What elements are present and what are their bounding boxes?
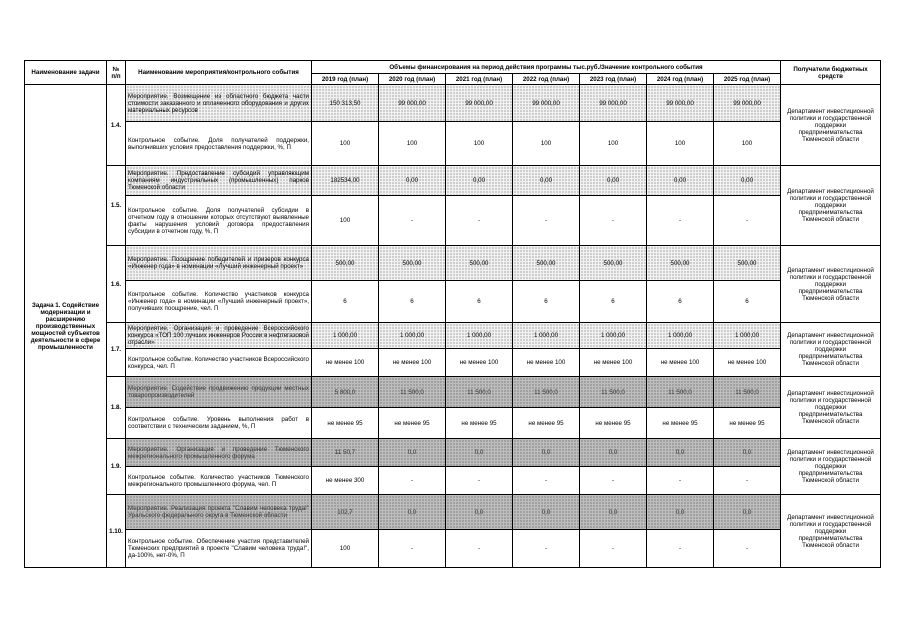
year-value-cell: 0,0 bbox=[714, 495, 781, 530]
year-value-cell: - bbox=[379, 196, 446, 246]
control-event-row bbox=[25, 408, 881, 439]
year-value-cell: 0,0 bbox=[446, 495, 513, 530]
year-value-cell: 500,00 bbox=[714, 246, 781, 281]
year-value-cell: 100 bbox=[312, 122, 379, 166]
year-value-cell: 100 bbox=[580, 122, 647, 166]
year-value-cell: 1 000,00 bbox=[513, 323, 580, 349]
year-value-cell: не менее 95 bbox=[446, 408, 513, 439]
year-value-cell: 0,0 bbox=[379, 495, 446, 530]
year-value-cell: 0,00 bbox=[379, 166, 446, 196]
year-value-cell: - bbox=[379, 467, 446, 495]
activity-description: Мероприятие. Возмещение из областного бюджета части стоимости заказанного и оплаченного оборудования и других материальных ресурсов bbox=[126, 85, 312, 122]
year-value-cell: не менее 100 bbox=[379, 349, 446, 377]
year-value-cell: 6 bbox=[580, 281, 647, 323]
activity-description: Мероприятие. Поощрение победителей и призеров конкурса «Инженер года» в номинации «Лучший инженерный проект» bbox=[126, 246, 312, 281]
control-event-row bbox=[25, 530, 881, 568]
header-year: 2025 год (план) bbox=[714, 74, 781, 85]
year-value-cell: не менее 95 bbox=[379, 408, 446, 439]
year-value-cell: не менее 100 bbox=[647, 349, 714, 377]
year-value-cell: - bbox=[379, 530, 446, 568]
control-event-description: Контрольное событие. Количество участников Всероссийского конкурса, чел. П bbox=[126, 349, 312, 377]
year-value-cell: 11 500,0 bbox=[446, 377, 513, 408]
recipient: Департамент инвестиционной политики и государственной поддержки предпринимательства Тюменской области bbox=[781, 439, 881, 495]
year-value-cell: - bbox=[446, 467, 513, 495]
year-value-cell: - bbox=[513, 530, 580, 568]
item-number: 1.9. bbox=[107, 439, 126, 495]
control-event-row bbox=[25, 281, 881, 323]
year-value-cell: 11 500,0 bbox=[379, 377, 446, 408]
year-value-cell: 0,0 bbox=[446, 439, 513, 467]
year-value-cell: 1 000,00 bbox=[446, 323, 513, 349]
year-value-cell: 100 bbox=[446, 122, 513, 166]
year-value-cell: не менее 100 bbox=[513, 349, 580, 377]
year-value-cell: - bbox=[446, 196, 513, 246]
year-value-cell: 11 50,7 bbox=[312, 439, 379, 467]
year-value-cell: 500,00 bbox=[513, 246, 580, 281]
year-value-cell: 11 500,0 bbox=[513, 377, 580, 408]
activity-row bbox=[25, 495, 881, 530]
year-value-cell: - bbox=[714, 196, 781, 246]
year-value-cell: 0,00 bbox=[580, 166, 647, 196]
year-value-cell: - bbox=[647, 196, 714, 246]
year-value-cell: 5 800,0 bbox=[312, 377, 379, 408]
activity-row bbox=[25, 439, 881, 467]
activity-row bbox=[25, 323, 881, 349]
item-number: 1.5. bbox=[107, 166, 126, 246]
year-value-cell: 11 500,0 bbox=[647, 377, 714, 408]
year-value-cell: 0,0 bbox=[647, 495, 714, 530]
financing-table bbox=[24, 60, 881, 568]
year-value-cell: 0,00 bbox=[513, 166, 580, 196]
year-value-cell: - bbox=[446, 530, 513, 568]
recipient: Департамент инвестиционной политики и государственной поддержки предпринимательства Тюменской области bbox=[781, 166, 881, 246]
year-value-cell: не менее 100 bbox=[580, 349, 647, 377]
header-task: Наименование задачи bbox=[25, 61, 107, 85]
control-event-description: Контрольное событие. Количество участников конкурса «Инженер года» в номинации «Лучший инженерный проект», получивших поощрение, чел. П bbox=[126, 281, 312, 323]
year-value-cell: - bbox=[580, 196, 647, 246]
control-event-row bbox=[25, 196, 881, 246]
year-value-cell: 500,00 bbox=[379, 246, 446, 281]
header-year: 2024 год (план) bbox=[647, 74, 714, 85]
year-value-cell: 1 000,00 bbox=[580, 323, 647, 349]
year-value-cell: 0,0 bbox=[714, 439, 781, 467]
year-value-cell: 99 000,00 bbox=[714, 85, 781, 122]
year-value-cell: 11 500,0 bbox=[580, 377, 647, 408]
year-value-cell: 1 000,00 bbox=[714, 323, 781, 349]
header-year: 2020 год (план) bbox=[379, 74, 446, 85]
year-value-cell: не менее 95 bbox=[647, 408, 714, 439]
year-value-cell: 99 000,00 bbox=[446, 85, 513, 122]
activity-row bbox=[25, 85, 881, 122]
activity-description: Мероприятие. Организация и проведение Тюменского межрегионального промышленного форума bbox=[126, 439, 312, 467]
year-value-cell: 0,0 bbox=[580, 495, 647, 530]
year-value-cell: 99 000,00 bbox=[647, 85, 714, 122]
recipient: Департамент инвестиционной политики и государственной поддержки предпринимательства Тюменской области bbox=[781, 323, 881, 377]
recipient: Департамент инвестиционной политики и государственной поддержки предпринимательства Тюменской области bbox=[781, 85, 881, 166]
year-value-cell: - bbox=[580, 530, 647, 568]
financing-table-sheet bbox=[24, 60, 881, 568]
year-value-cell: 100 bbox=[513, 122, 580, 166]
year-value-cell: 500,00 bbox=[312, 246, 379, 281]
year-value-cell: 6 bbox=[647, 281, 714, 323]
year-value-cell: не менее 100 bbox=[714, 349, 781, 377]
year-value-cell: 11 500,0 bbox=[714, 377, 781, 408]
year-value-cell: 0,00 bbox=[714, 166, 781, 196]
header-recipients: Получатели бюджетных средств bbox=[781, 61, 881, 85]
activity-description: Мероприятие. Реализация проекта "Славим человека труда!" Уральского федерального округа в Тюменской области bbox=[126, 495, 312, 530]
year-value-cell: не менее 100 bbox=[446, 349, 513, 377]
activity-row bbox=[25, 377, 881, 408]
control-event-row bbox=[25, 122, 881, 166]
item-number: 1.6. bbox=[107, 246, 126, 323]
year-value-cell: - bbox=[647, 530, 714, 568]
activity-row bbox=[25, 246, 881, 281]
year-value-cell: 500,00 bbox=[446, 246, 513, 281]
activity-description: Мероприятие. Организация и проведение Всероссийского конкурса «ТОП 100 лучших инженеров России в нефтегазовой отрасли» bbox=[126, 323, 312, 349]
year-value-cell: 6 bbox=[446, 281, 513, 323]
item-number: 1.8. bbox=[107, 377, 126, 439]
year-value-cell: не менее 100 bbox=[312, 349, 379, 377]
year-value-cell: 99 000,00 bbox=[379, 85, 446, 122]
header-year: 2021 год (план) bbox=[446, 74, 513, 85]
header-num: № п/п bbox=[107, 61, 126, 85]
year-value-cell: - bbox=[513, 196, 580, 246]
year-value-cell: 100 bbox=[714, 122, 781, 166]
year-value-cell: 1 000,00 bbox=[379, 323, 446, 349]
year-value-cell: 100 bbox=[647, 122, 714, 166]
year-value-cell: - bbox=[513, 467, 580, 495]
activity-description: Мероприятие. Предоставление субсидий управляющим компаниям индустриальных (промышленных) парков Тюменской области bbox=[126, 166, 312, 196]
control-event-row bbox=[25, 349, 881, 377]
year-value-cell: - bbox=[580, 467, 647, 495]
header-year: 2023 год (план) bbox=[580, 74, 647, 85]
control-event-description: Контрольное событие. Уровень выполнения работ в соответствии с техническим заданием, %, П bbox=[126, 408, 312, 439]
year-value-cell: не менее 95 bbox=[513, 408, 580, 439]
item-number: 1.10. bbox=[107, 495, 126, 568]
year-value-cell: 6 bbox=[312, 281, 379, 323]
header-year: 2019 год (план) bbox=[312, 74, 379, 85]
control-event-description: Контрольное событие. Обеспечение участия представителей Тюменских предприятий в проекте "Славим человека труда!", да-100%, нет-0%, П bbox=[126, 530, 312, 568]
year-value-cell: не менее 300 bbox=[312, 467, 379, 495]
control-event-description: Контрольное событие. Доля получателей субсидии в отчетном году в отношении которых отсутствуют выявленные факты нарушения условий договора предоставления субсидии в отчетном году, %, П bbox=[126, 196, 312, 246]
year-value-cell: 1 000,00 bbox=[312, 323, 379, 349]
year-value-cell: - bbox=[714, 467, 781, 495]
year-value-cell: 99 000,00 bbox=[513, 85, 580, 122]
header-funding: Объемы финансирования на период действия программы тыс.руб./Значение контрольного события bbox=[312, 61, 781, 74]
recipient: Департамент инвестиционной политики и государственной поддержки предпринимательства Тюменской области bbox=[781, 495, 881, 568]
item-number: 1.7. bbox=[107, 323, 126, 377]
activity-description: Мероприятие. Содействие продвижению продукции местных товаропроизводителей bbox=[126, 377, 312, 408]
year-value-cell: не менее 95 bbox=[312, 408, 379, 439]
year-value-cell: 6 bbox=[513, 281, 580, 323]
activity-row bbox=[25, 166, 881, 196]
year-value-cell: 0,00 bbox=[446, 166, 513, 196]
year-value-cell: 500,00 bbox=[647, 246, 714, 281]
year-value-cell: 1 000,00 bbox=[647, 323, 714, 349]
header-year: 2022 год (план) bbox=[513, 74, 580, 85]
year-value-cell: 500,00 bbox=[580, 246, 647, 281]
year-value-cell: 6 bbox=[379, 281, 446, 323]
year-value-cell: 0,0 bbox=[513, 495, 580, 530]
control-event-description: Контрольное событие. Доля получателей поддержки, выполнивших условия предоставления поддержки, %, П bbox=[126, 122, 312, 166]
task-name: Задача 1. Содействие модернизации и расширению производственных мощностей субъектов деятельности в сфере промышленности bbox=[25, 85, 107, 568]
year-value-cell: 99 000,00 bbox=[580, 85, 647, 122]
recipient: Департамент инвестиционной политики и государственной поддержки предпринимательства Тюменской области bbox=[781, 246, 881, 323]
year-value-cell: не менее 95 bbox=[580, 408, 647, 439]
year-value-cell: 150 313,50 bbox=[312, 85, 379, 122]
control-event-row bbox=[25, 467, 881, 495]
item-number: 1.4. bbox=[107, 85, 126, 166]
year-value-cell: 182534,00 bbox=[312, 166, 379, 196]
year-value-cell: 100 bbox=[312, 530, 379, 568]
year-value-cell: - bbox=[714, 530, 781, 568]
year-value-cell: 0,0 bbox=[580, 439, 647, 467]
header-name: Наименование мероприятия/контрольного события bbox=[126, 61, 312, 85]
year-value-cell: 0,0 bbox=[379, 439, 446, 467]
year-value-cell: - bbox=[647, 467, 714, 495]
year-value-cell: 100 bbox=[312, 196, 379, 246]
year-value-cell: 0,00 bbox=[647, 166, 714, 196]
recipient: Департамент инвестиционной политики и государственной поддержки предпринимательства Тюменской области bbox=[781, 377, 881, 439]
year-value-cell: 0,0 bbox=[647, 439, 714, 467]
year-value-cell: не менее 95 bbox=[714, 408, 781, 439]
year-value-cell: 0,0 bbox=[513, 439, 580, 467]
year-value-cell: 100 bbox=[379, 122, 446, 166]
year-value-cell: 6 bbox=[714, 281, 781, 323]
year-value-cell: 102,7 bbox=[312, 495, 379, 530]
control-event-description: Контрольное событие. Количество участников Тюменского межрегионального промышленного форума, чел. П bbox=[126, 467, 312, 495]
